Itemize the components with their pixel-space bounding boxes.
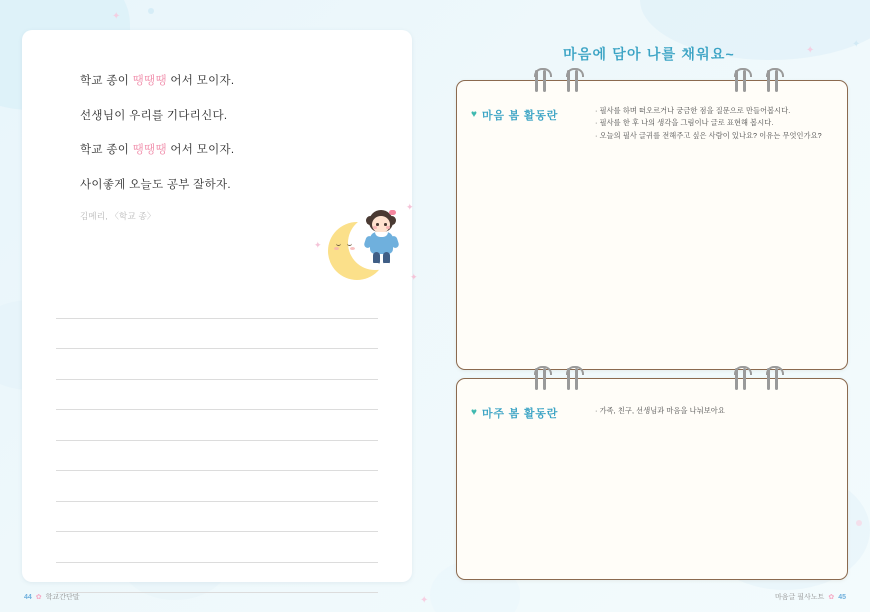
writing-line[interactable] [56, 349, 378, 380]
dot-decoration [148, 8, 154, 14]
sparkle-icon: ✦ [314, 240, 322, 250]
girl-shoe-left [371, 263, 380, 268]
instruction-item: · 오늘의 필사 글귀를 전해주고 싶은 사람이 있나요? 이유는 무엇인가요? [595, 130, 822, 140]
footer-right-text: 마음글 필사노트 [775, 594, 825, 601]
spiral-ring [565, 70, 581, 92]
maeum-bom-activity-panel[interactable] [456, 80, 848, 370]
section-title: 마음 봄 활동란 [481, 110, 559, 122]
section-title: 마주 봄 활동란 [481, 408, 559, 420]
writing-line[interactable] [56, 502, 378, 533]
poem-line [80, 72, 380, 88]
girl-eye-left [376, 223, 379, 226]
spiral-ring [765, 368, 781, 390]
girl-blush-right [386, 226, 390, 229]
poem-text: 사이좋게 오늘도 공부 잘하자. [80, 178, 231, 191]
dot-decoration [856, 520, 862, 526]
writing-line[interactable] [56, 410, 378, 441]
writing-line[interactable] [56, 288, 378, 319]
moon-eye-right [347, 242, 352, 246]
writing-line[interactable] [56, 471, 378, 502]
instruction-item: · 가족, 친구, 선생님과 마음을 나눠보아요 [595, 406, 725, 415]
heart-icon: ♥ [471, 407, 477, 418]
instruction-item: · 필사를 하며 떠오르거나 궁금한 점을 질문으로 만들어봅시다. [595, 106, 791, 115]
girl-hair-bow [389, 210, 396, 215]
moon-blush-right [350, 247, 355, 250]
writing-line[interactable] [56, 593, 378, 612]
girl-figure [360, 206, 406, 268]
writing-line[interactable] [56, 319, 378, 350]
spiral-ring [733, 368, 749, 390]
poem-text: 어서 모이자. [166, 144, 235, 156]
poem-text-accent: 땡땡땡 [132, 144, 167, 156]
right-page-title: 마음에 담아 나를 채워요~ [563, 46, 735, 62]
poem-line [80, 107, 380, 123]
spiral-ring [565, 368, 581, 390]
instruction-item: · 필사를 한 후 나의 생각을 그림이나 글로 표현해 봅시다. [595, 118, 774, 128]
footer-left [24, 592, 79, 602]
writing-line[interactable] [56, 380, 378, 411]
poem-text: 학교 종이 [80, 144, 133, 156]
footer-right [775, 592, 846, 602]
spiral-ring [533, 70, 549, 92]
poem-text-accent: 땡땡땡 [132, 75, 167, 87]
spiral-ring [733, 70, 749, 92]
maju-bom-activity-panel[interactable] [456, 378, 848, 580]
writing-line[interactable] [56, 532, 378, 563]
section-header-maju-bom [471, 405, 558, 421]
instruction-list-maeum-bom [595, 105, 827, 142]
instruction-list-maju-bom [595, 405, 827, 417]
star-decoration: ✦ [112, 11, 121, 22]
poem-text: 선생님이 우리를 기다리신다. [80, 109, 228, 122]
poem-credit: 김메리, 〈학교 종〉 [80, 211, 156, 221]
girl-eye-right [384, 223, 387, 226]
poem-text: 학교 종이 [80, 75, 133, 87]
writing-lines[interactable] [56, 288, 378, 612]
writing-line[interactable] [56, 441, 378, 472]
spiral-ring [533, 368, 549, 390]
moon-blush-left [334, 247, 339, 250]
writing-line[interactable] [56, 563, 378, 594]
star-decoration: ✦ [852, 39, 861, 50]
page-number-left: 44 [24, 593, 32, 601]
spiral-ring [765, 70, 781, 92]
sparkle-icon: ✦ [406, 202, 414, 212]
poem-line [80, 141, 380, 157]
footer-left-text: 학교간단말 [45, 594, 80, 601]
star-decoration: ✦ [420, 595, 429, 606]
left-page-card [22, 30, 418, 582]
section-header-maeum-bom [471, 107, 558, 123]
moon-face [336, 242, 356, 254]
star-decoration: ✦ [806, 45, 815, 56]
flower-icon: ✿ [828, 594, 835, 601]
poem-line [80, 176, 380, 192]
girl-blush-left [373, 226, 377, 229]
girl-shoe-right [382, 263, 391, 268]
sparkle-icon: ✦ [410, 272, 418, 282]
poem-text: 어서 모이자. [166, 75, 235, 87]
page-number-right: 45 [838, 593, 846, 601]
moon-and-girl-illustration [314, 198, 418, 294]
moon-eye-left [336, 242, 341, 246]
girl-face [372, 216, 390, 233]
flower-icon: ✿ [35, 594, 42, 601]
heart-icon: ♥ [471, 109, 477, 120]
